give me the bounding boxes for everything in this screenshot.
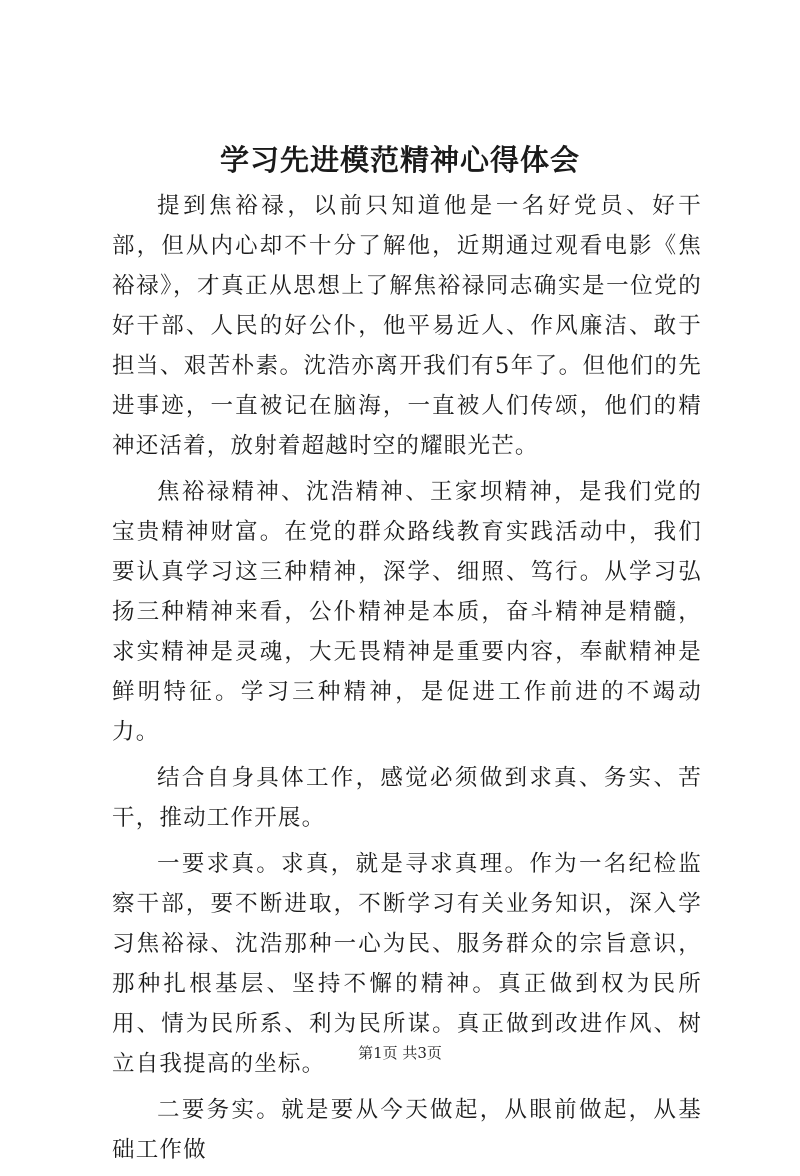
- paragraph-4: 一要求真。求真，就是寻求真理。作为一名纪检监察干部，要不断进取，不断学习有关业务知识，深入学习焦裕禄、沈浩那种一心为民、服务群众的宗旨意识，那种扎根基层、坚持不懈的精神。真正做到权为民所用、情为民所系、利为民所谋。真正做到改进作风、树立自我提高的坐标。: [112, 851, 702, 1077]
- paragraph-1: 提到焦裕禄，以前只知道他是一名好党员、好干部，但从内心却不十分了解他，近期通过观看电影《焦裕禄》，才真正从思想上了解焦裕禄同志确实是一位党的好干部、人民的好公仆，他平易近人、作风廉洁、敢于担当、艰苦朴素。沈浩亦离开我们有5年了。但他们的先进事迹，一直被记在脑海，一直被人们传颂，他们的精神还活着，放射着超越时空的耀眼光芒。: [112, 193, 702, 459]
- page-footer: 第1页 共3页: [358, 1044, 442, 1062]
- paragraph-3: 结合自身具体工作，感觉必须做到求真、务实、苦干，推动工作开展。: [112, 765, 702, 831]
- paragraph-5: 二要务实。就是要从今天做起，从眼前做起，从基础工作做: [112, 1097, 702, 1163]
- document-title: 学习先进模范精神心得体会: [219, 143, 580, 177]
- paragraph-2: 焦裕禄精神、沈浩精神、王家坝精神，是我们党的宝贵精神财富。在党的群众路线教育实践活动中，我们要认真学习这三种精神，深学、细照、笃行。从学习弘扬三种精神来看，公仆精神是本质，奋斗精神是精髓，求实精神是灵魂，大无畏精神是重要内容，奉献精神是鲜明特征。学习三种精神，是促进工作前进的不竭动力。: [112, 479, 702, 745]
- document-body: [112, 186, 702, 1176]
